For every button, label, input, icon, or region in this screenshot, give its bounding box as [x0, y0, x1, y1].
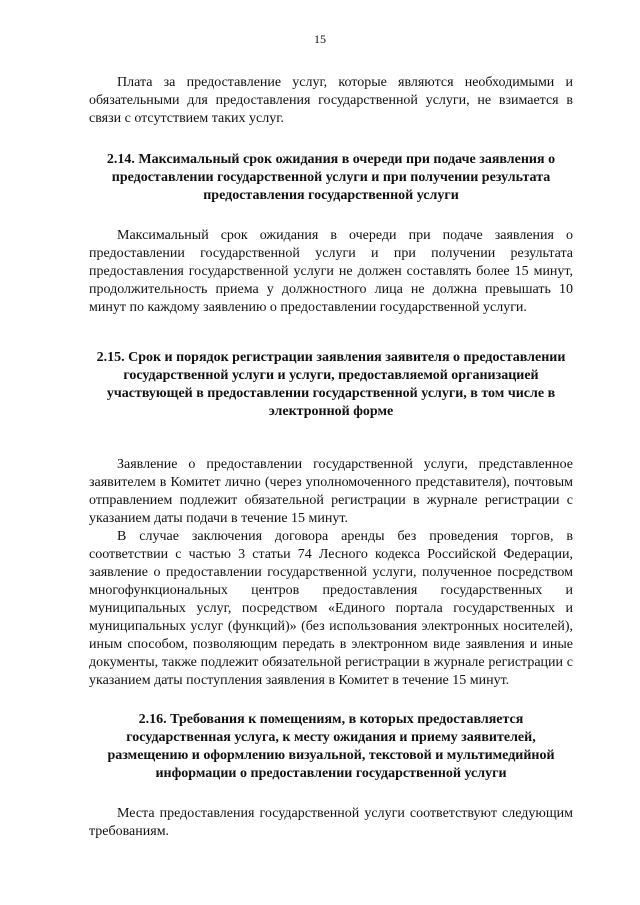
page-content — [89, 74, 573, 841]
heading-2-16: 2.16. Требования к помещениям, в которых предоставляется государственная услуга, к месту ожидания и приему заявителей, размещению и оформлению визуальной, текстовой и мультимедийной информации о предоставлении государственной услуги — [107, 712, 555, 781]
paragraph-registration-electronic: В случае заключения договора аренды без проведения торгов, в соответствии с частью 3 статьи 74 Лесного кодекса Российской Федерации, заявление о предоставлении государственной услуги, полученное посредством многофункциональных центров предоставления государственных и муниципальных услуг, посредством «Единого портала государственных и муниципальных услуг (функций)» (без использования электронных носителей), иным способом, позволяющим передать в электронном виде заявления и иные документы, также подлежит обязательной регистрации в журнале регистрации с указанием даты поступления заявления в Комитет в течение 15 минут. — [89, 529, 573, 688]
paragraph-fee-info: Плата за предоставление услуг, которые являются необходимыми и обязательными для предоставления государственной услуги, не взимается в связи с отсутствием таких услуг. — [89, 75, 573, 126]
page-number: 15 — [314, 32, 326, 46]
paragraph-registration-in-person: Заявление о предоставлении государственной услуги, представленное заявителем в Комитет лично (через уполномоченного представителя), почтовым отправлением подлежит обязательной регистрации в журнале регистрации с указанием даты подачи в течение 15 минут. — [89, 457, 573, 526]
heading-2-14: 2.14. Максимальный срок ожидания в очереди при подаче заявления о предоставлении государственной услуги и при получении результата предоставления государственной услуги — [106, 152, 556, 203]
paragraph-waiting-time: Максимальный срок ожидания в очереди при подаче заявления о предоставлении государственной услуги и при получении результата предоставления государственной услуги не должен составлять более 15 минут, продолжительность приема у должностного лица не должна превышать 10 минут по каждому заявлению о предоставлении государственной услуги. — [89, 228, 573, 315]
heading-2-15: 2.15. Срок и порядок регистрации заявления заявителя о предоставлении государственной услуги и услуги, предоставляемой организацией участвующей в предоставлении государственной услуги, в том числе в электронной форме — [96, 350, 566, 419]
paragraph-premises-requirements: Места предоставления государственной услуги соответствуют следующим требованиям. — [89, 806, 573, 839]
